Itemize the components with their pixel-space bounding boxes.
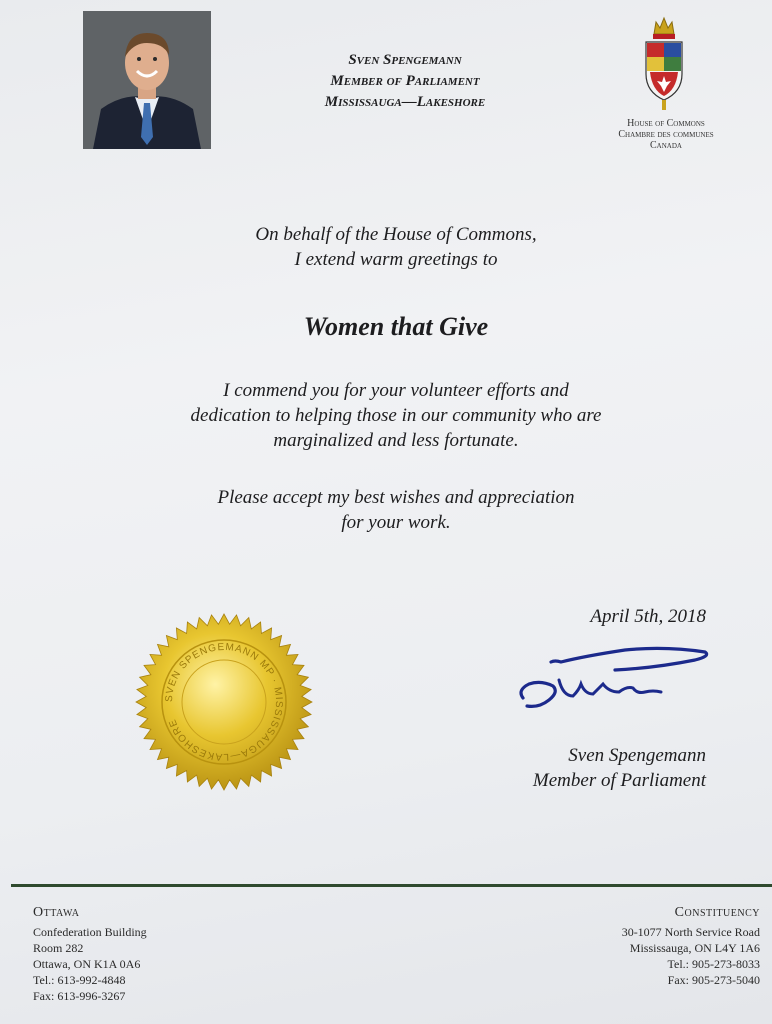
greeting-line-1: On behalf of the House of Commons, [255, 224, 537, 245]
mp-riding: Mississauga—Lakeshore [324, 94, 486, 110]
ottawa-line-2: Room 282 [33, 941, 84, 955]
signer-name: Sven Spengemann [568, 745, 706, 766]
certificate-date: April 5th, 2018 [590, 606, 706, 627]
mp-name: Sven Spengemann [348, 52, 462, 68]
best-wishes-line-1: Please accept my best wishes and appreciation [217, 487, 575, 508]
crest-caption-country: Canada [650, 140, 682, 151]
mp-header [290, 50, 520, 113]
recipient-name: Women that Give [303, 312, 489, 341]
ottawa-phone: Tel.: 613-992-4848 [33, 973, 126, 987]
commendation-line-2: dedication to helping those in our community who are [190, 405, 602, 426]
ottawa-office [33, 905, 147, 1004]
best-wishes [90, 485, 702, 535]
seal-text: SVEN SPENGEMANN MP · MISSISSAUGA—LAKESHORE [163, 641, 285, 763]
portrait-photo [83, 11, 211, 149]
commendation [90, 378, 702, 453]
greeting-line-2: I extend warm greetings to [294, 249, 498, 270]
ottawa-title: Ottawa [33, 905, 80, 920]
constituency-phone: Tel.: 905-273-8033 [667, 957, 760, 971]
commendation-line-3: marginalized and less fortunate. [273, 430, 519, 451]
signer-block [470, 743, 706, 793]
portrait-illustration [83, 11, 211, 149]
signer-role: Member of Parliament [532, 770, 706, 791]
ottawa-line-1: Confederation Building [33, 925, 147, 939]
crest-caption [596, 118, 736, 151]
ottawa-line-3: Ottawa, ON K1A 0A6 [33, 957, 141, 971]
mp-role: Member of Parliament [330, 73, 480, 89]
greeting [90, 222, 702, 272]
handwritten-signature [515, 640, 715, 715]
constituency-office [622, 905, 760, 988]
crest-caption-en: House of Commons [627, 118, 705, 129]
crest-caption-fr: Chambre des communes [618, 129, 714, 140]
footer-divider [11, 884, 772, 887]
constituency-title: Constituency [674, 905, 760, 920]
constituency-fax: Fax: 905-273-5040 [667, 973, 760, 987]
commendation-line-1: I commend you for your volunteer efforts and [223, 380, 569, 401]
best-wishes-line-2: for your work. [341, 512, 451, 533]
constituency-line-2: Mississauga, ON L4Y 1A6 [629, 941, 760, 955]
constituency-line-1: 30-1077 North Service Road [621, 925, 760, 939]
house-of-commons-crest-icon [640, 12, 688, 112]
gold-seal [134, 612, 314, 792]
gold-seal-icon [134, 612, 314, 792]
ottawa-fax: Fax: 613-996-3267 [33, 989, 126, 1003]
